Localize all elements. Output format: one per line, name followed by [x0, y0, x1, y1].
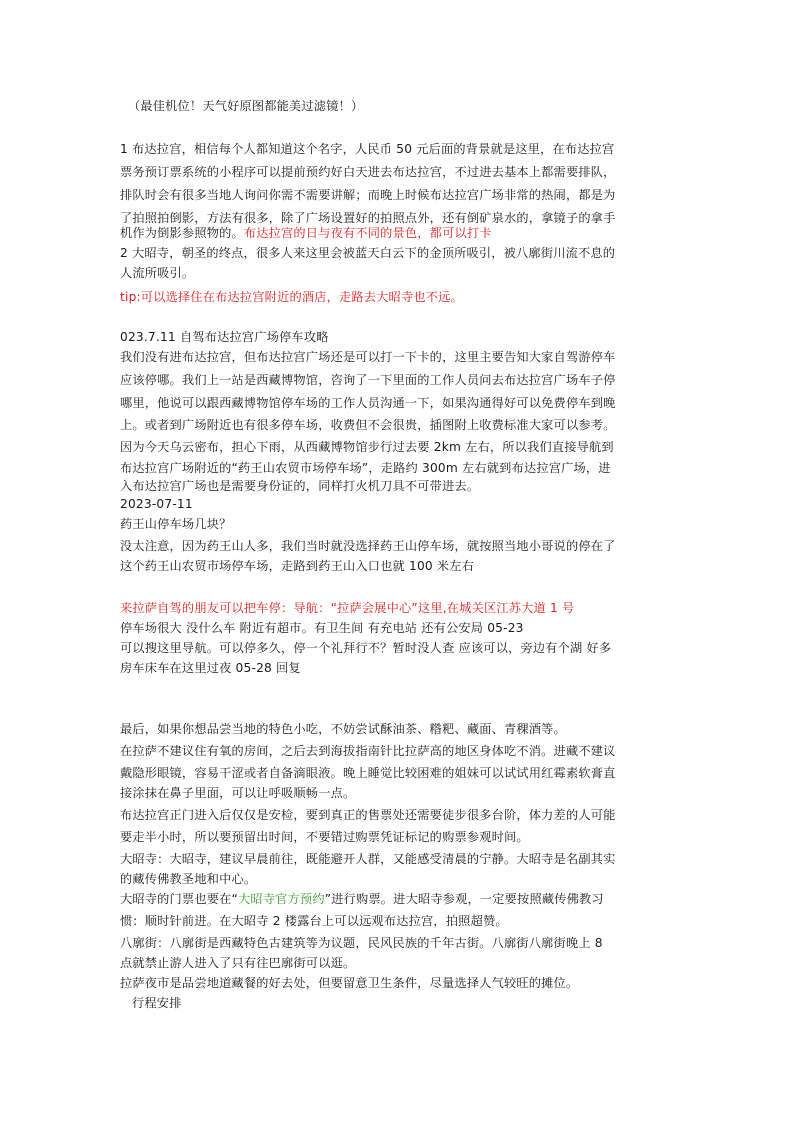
tip-line: tip:可以选择住在布达拉宫附近的酒店，走路去大昭寺也不远。	[120, 290, 463, 304]
paragraph-line: 2 大昭寺，朝圣的终点，很多人来这里会被蓝天白云下的金顶所吸引，被八廓街川流不息的	[120, 246, 616, 260]
text-span: 大昭寺的门票也要在“	[120, 892, 239, 906]
paragraph-line: 因为今天乌云密布，担心下雨，从西藏博物馆步行过去要 2km 左右，所以我们直接导航到	[120, 440, 614, 454]
paragraph-line: 没太注意，因为药王山人多，我们当时就没选择药王山停车场，就按照当地小哥说的停在了	[120, 539, 616, 553]
paragraph-line: 惯：顺时针前进。在大昭寺 2 楼露台上可以远观布达拉宫，拍照超赞。	[120, 914, 508, 928]
paragraph-line: 应该停哪。我们上一站是西藏博物馆，咨询了一下里面的工作人员问去布达拉宫广场车子停	[120, 373, 616, 387]
paragraph-line: 票务预订票系统的小程序可以提前预约好白天进去布达拉宫，不过进去基本上都需要排队，	[120, 165, 616, 179]
date-line: 2023-07-11	[120, 497, 193, 511]
highlight-red-line: 来拉萨自驾的朋友可以把车停：导航：“拉萨会展中心”这里,在城关区江苏大道 1 号	[120, 601, 575, 615]
paragraph-line	[120, 890, 604, 908]
paragraph-line: 入布达拉宫广场也是需要身份证的，同样打火机刀具不可带进去。	[120, 479, 480, 493]
paragraph-line: 八廓街：八廓街是西藏特色古建筑等为议题，民风民族的千年古街。八廓街八廓街晚上 8	[120, 936, 603, 950]
highlight-green-text: 大昭寺官方预约	[238, 892, 325, 906]
paragraph-line: 大昭寺：大昭寺，建议早晨前往，既能避开人群，又能感受清晨的宁静。大昭寺是名副其实	[120, 852, 616, 866]
text-span: ”进行购票。进大昭寺参观，一定要按照藏传佛教习	[324, 892, 604, 906]
paragraph-line: 布达拉宫广场附近的“药王山农贸市场停车场”，走路约 300m 左右就到布达拉宫广场，进	[120, 461, 611, 475]
paragraph-line: 拉萨夜市是品尝地道藏餐的好去处，但要留意卫生条件，尽量选择人气较旺的摊位。	[120, 976, 579, 990]
paragraph-line: 戴隐形眼镜，容易干涩或者自备滴眼液。晚上睡觉比较困难的姐妹可以试试用红霉素软膏直	[120, 766, 616, 780]
paragraph-line: 最后，如果你想品尝当地的特色小吃，不妨尝试酥油茶、糌粑、藏面、青稞酒等。	[120, 722, 566, 736]
paragraph-line: 的藏传佛教圣地和中心。	[120, 872, 257, 886]
paragraph-line: 布达拉宫正门进入后仅仅是安检，要到真正的售票处还需要徒步很多台阶，体力差的人可能	[120, 808, 616, 822]
paragraph-line: 这个药王山农贸市场停车场，走路到药王山入口也就 100 米左右	[120, 559, 475, 573]
paragraph-line: 人流所吸引。	[120, 266, 195, 280]
question-line: 药王山停车场几块？	[120, 517, 232, 531]
paragraph-line: 房车床车在这里过夜 05-28 回复	[120, 661, 301, 675]
paragraph-line: 了拍照拍倒影，方法有很多，除了广场设置好的拍照点外，还有倒矿泉水的，拿镜子的拿手	[120, 211, 616, 225]
paragraph-line: 接涂抹在鼻子里面，可以让呼吸顺畅一点。	[120, 786, 356, 800]
paragraph-line: 1 布达拉宫，相信每个人都知道这个名字，人民币 50 元后面的背景就是这里，在布达拉宫	[120, 142, 615, 156]
section-heading: 023.7.11 自驾布达拉宫广场停车攻略	[120, 330, 329, 344]
paragraph-line: 排队时会有很多当地人询问你需不需要讲解；而晚上时候布达拉宫广场非常的热闹，都是为	[120, 188, 616, 202]
section-heading: 行程安排	[132, 996, 182, 1010]
paragraph-line: 点就禁止游人进入了只有往巴廓街可以逛。	[120, 956, 356, 970]
paragraph-line: 哪里，他说可以跟西藏博物馆停车场的工作人员沟通一下，如果沟通得好可以免费停车到晚	[120, 396, 616, 410]
paragraph-line: 停车场很大 没什么车 附近有超市。有卫生间 有充电站 还有公安局 05-23	[120, 621, 524, 635]
paragraph-line	[120, 224, 492, 242]
paragraph-line: 我们没有进布达拉宫，但布达拉宫广场还是可以打一下卡的，这里主要告知大家自驾游停车	[120, 350, 616, 364]
caption-line: （最佳机位！天气好原图都能美过滤镜！）	[128, 99, 364, 113]
text-span: 机作为倒影参照物的。	[120, 226, 244, 240]
paragraph-line: 要走半小时，所以要预留出时间，不要错过购票凭证标记的购票参观时间。	[120, 830, 529, 844]
paragraph-line: 可以搜这里导航。可以停多久，停一个礼拜行不？暂时没人查 应该可以，旁边有个湖 好多	[120, 641, 612, 655]
highlight-red-text: 布达拉宫的日与夜有不同的景色，都可以打卡	[243, 226, 492, 240]
paragraph-line: 在拉萨不建议住有氧的房间，之后去到海拔指南针比拉萨高的地区身体吃不消。进藏不建议	[120, 744, 616, 758]
paragraph-line: 上。或者到广场附近也有很多停车场，收费但不会很贵，插图附上收费标准大家可以参考。	[120, 418, 616, 432]
